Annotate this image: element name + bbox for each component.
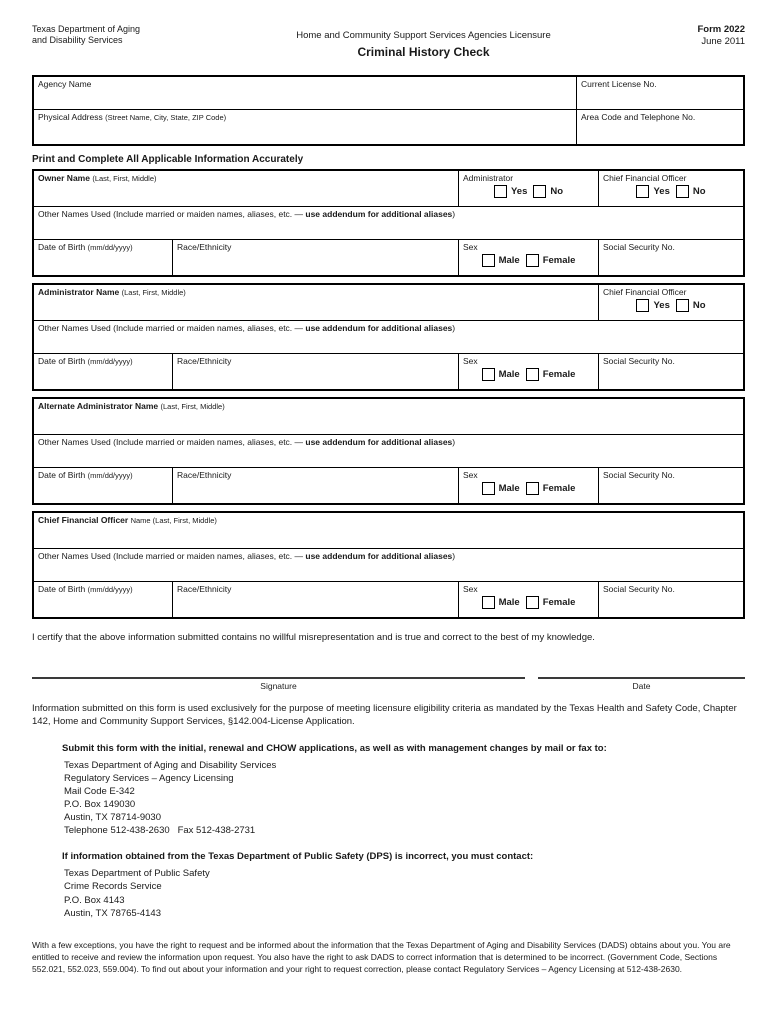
administrator-female-checkbox[interactable] [526, 368, 539, 381]
administrator-name-field[interactable] [34, 285, 598, 320]
administrator-race-field[interactable] [172, 354, 458, 389]
administrator-sex-cell [458, 354, 598, 389]
page-title: Criminal History Check [357, 45, 490, 59]
date-block [538, 677, 745, 691]
female-label: Female [542, 597, 576, 609]
submit-address-line: Mail Code E-342 [64, 785, 135, 797]
yes-label: Yes [653, 300, 670, 312]
administrator-name-label: Administrator Name [38, 287, 120, 297]
table-row [34, 109, 743, 144]
owner-section [32, 169, 745, 277]
certification-statement: I certify that the above information submitted contains no willful misrepresentation and is true and correct to the best of my knowledge. [32, 632, 595, 643]
owner-cfo-yes-checkbox[interactable] [636, 185, 649, 198]
form-number: Form 2022 [697, 24, 745, 35]
alternate-administrator-name-label: Alternate Administrator Name [38, 401, 159, 411]
male-label: Male [498, 369, 520, 381]
sex-label: Sex [463, 470, 478, 480]
cfo-role-label: Chief Financial Officer [603, 173, 687, 183]
table-row [34, 467, 743, 503]
submit-phone-line: Telephone 512-438-2630 Fax 512-438-2731 [64, 825, 256, 837]
cfo-name-hint: Name (Last, First, Middle) [130, 516, 217, 525]
other-names-label: Other Names Used (Include married or maiden names, aliases, etc. — use addendum for additional aliases) [38, 437, 456, 447]
race-label: Race/Ethnicity [177, 242, 232, 252]
owner-ssn-field[interactable] [598, 240, 743, 275]
dps-address-line: Austin, TX 78765-4143 [64, 907, 162, 919]
physical-address-hint: (Street Name, City, State, ZIP Code) [105, 113, 227, 122]
privacy-notice: With a few exceptions, you have the right to request and be informed about the information that the Texas Department of Aging and Disability Services (DADS) obtains about you. You are entitled to receive and review the information upon request. You also have the right to ask DADS to correct information that is determined to be incorrect. (Government Code, Sections 552.021, 552.023, 559.004). To find out about your information and your right to request correction, please contact Regulatory Services – Agency Licensing at 512-438-2630. [32, 939, 731, 974]
form-id-block [640, 24, 745, 49]
cfo-female-checkbox[interactable] [526, 596, 539, 609]
alternate-administrator-name-field[interactable] [34, 399, 743, 434]
submit-address-line: Texas Department of Aging and Disability Services [64, 759, 277, 771]
table-row [34, 399, 743, 434]
female-label: Female [542, 483, 576, 495]
other-names-label: Other Names Used (Include married or maiden names, aliases, etc. — use addendum for additional aliases) [38, 209, 456, 219]
table-row [34, 285, 743, 320]
table-row [34, 77, 743, 109]
no-label: No [692, 300, 706, 312]
female-label: Female [542, 255, 576, 267]
program-name: Home and Community Support Services Agencies Licensure [296, 30, 551, 41]
table-row [34, 239, 743, 275]
owner-administrator-cell [458, 171, 598, 206]
cfo-race-field[interactable] [172, 582, 458, 617]
date-label: Date [632, 681, 651, 691]
table-row [34, 320, 743, 353]
dps-address-line: Texas Department of Public Safety [64, 868, 210, 880]
administrator-cfo-cell [598, 285, 743, 320]
alternate-administrator-other-names-field[interactable] [34, 435, 743, 467]
male-label: Male [498, 483, 520, 495]
race-label: Race/Ethnicity [177, 470, 232, 480]
administrator-role-label: Administrator [463, 173, 514, 183]
submit-address-line: Austin, TX 78714-9030 [64, 812, 162, 824]
sex-label: Sex [463, 242, 478, 252]
administrator-ssn-field[interactable] [598, 354, 743, 389]
administrator-cfo-yes-checkbox[interactable] [636, 299, 649, 312]
cfo-role-label: Chief Financial Officer [603, 287, 687, 297]
owner-race-field[interactable] [172, 240, 458, 275]
agency-table [32, 75, 745, 146]
yes-label: Yes [653, 186, 670, 198]
date-line[interactable] [538, 677, 745, 679]
submit-heading: Submit this form with the initial, renewal and CHOW applications, as well as with management changes by mail or fax to: [62, 742, 607, 754]
yes-label: Yes [510, 186, 528, 198]
male-label: Male [498, 255, 520, 267]
department-name [32, 24, 207, 47]
telephone-field[interactable] [576, 110, 743, 144]
signature-label: Signature [260, 681, 297, 691]
cfo-ssn-field[interactable] [598, 582, 743, 617]
dob-label: Date of Birth (mm/dd/yyyy) [38, 356, 133, 366]
administrator-dob-field[interactable] [34, 354, 172, 389]
table-row [34, 171, 743, 206]
dob-label: Date of Birth (mm/dd/yyyy) [38, 470, 133, 480]
owner-dob-field[interactable] [34, 240, 172, 275]
alternate-administrator-race-field[interactable] [172, 468, 458, 503]
alternate-administrator-female-checkbox[interactable] [526, 482, 539, 495]
administrator-section [32, 283, 745, 391]
administrator-name-hint: (Last, First, Middle) [121, 288, 186, 297]
ssn-label: Social Security No. [603, 584, 675, 594]
alternate-administrator-ssn-field[interactable] [598, 468, 743, 503]
table-row [34, 434, 743, 467]
table-row [34, 353, 743, 389]
department-line1: Texas Department of Aging [32, 24, 141, 34]
cfo-name-field[interactable] [34, 513, 743, 548]
ssn-label: Social Security No. [603, 470, 675, 480]
form-header [32, 24, 745, 59]
male-label: Male [498, 597, 520, 609]
agency-name-label: Agency Name [38, 79, 92, 89]
current-license-label: Current License No. [581, 79, 657, 89]
administrator-cfo-no-checkbox[interactable] [676, 299, 689, 312]
cfo-male-checkbox[interactable] [482, 596, 495, 609]
administrator-other-names-field[interactable] [34, 321, 743, 353]
telephone-label: Area Code and Telephone No. [581, 112, 696, 122]
alternate-administrator-male-checkbox[interactable] [482, 482, 495, 495]
owner-female-checkbox[interactable] [526, 254, 539, 267]
alternate-administrator-name-hint: (Last, First, Middle) [160, 402, 225, 411]
info-paragraph: Information submitted on this form is used exclusively for the purpose of meeting licensure eligibility criteria as mandated by the Texas Health and Safety Code, Chapter 142, Home and Community Support Services, §142.004-License Application. [32, 703, 737, 727]
dps-heading: If information obtained from the Texas Department of Public Safety (DPS) is incorrect, you must contact: [62, 851, 534, 863]
cfo-sex-cell [458, 582, 598, 617]
signature-block [32, 677, 525, 691]
other-names-label: Other Names Used (Include married or maiden names, aliases, etc. — use addendum for additional aliases) [38, 551, 456, 561]
agency-name-field[interactable] [34, 77, 576, 109]
ssn-label: Social Security No. [603, 242, 675, 252]
alternate-administrator-section [32, 397, 745, 505]
race-label: Race/Ethnicity [177, 356, 232, 366]
alternate-administrator-dob-field[interactable] [34, 468, 172, 503]
sex-label: Sex [463, 584, 478, 594]
physical-address-field[interactable] [34, 110, 576, 144]
owner-other-names-field[interactable] [34, 207, 743, 239]
table-row [34, 206, 743, 239]
owner-administrator-no-checkbox[interactable] [533, 185, 546, 198]
submit-address-line: P.O. Box 149030 [64, 798, 136, 810]
department-line2: and Disability Services [32, 35, 123, 46]
dps-block [62, 851, 745, 919]
cfo-dob-field[interactable] [34, 582, 172, 617]
cfo-other-names-field[interactable] [34, 549, 743, 581]
dob-label: Date of Birth (mm/dd/yyyy) [38, 584, 133, 594]
no-label: No [550, 186, 564, 198]
race-label: Race/Ethnicity [177, 584, 232, 594]
female-label: Female [542, 369, 576, 381]
owner-name-hint: (Last, First, Middle) [92, 174, 157, 183]
submit-address-line: Regulatory Services – Agency Licensing [64, 772, 234, 784]
dps-address-line: P.O. Box 4143 [64, 894, 125, 906]
owner-name-label: Owner Name [38, 173, 90, 183]
dps-address-line: Crime Records Service [64, 881, 162, 893]
header-center [207, 24, 640, 59]
signature-line[interactable] [32, 677, 525, 679]
current-license-field[interactable] [576, 77, 743, 109]
submit-block [62, 743, 745, 838]
owner-male-checkbox[interactable] [482, 254, 495, 267]
owner-cfo-no-checkbox[interactable] [676, 185, 689, 198]
cfo-section [32, 511, 745, 619]
cfo-name-label: Chief Financial Officer [38, 515, 129, 525]
sex-label: Sex [463, 356, 478, 366]
owner-name-field[interactable] [34, 171, 458, 206]
table-row [34, 513, 743, 548]
signature-area [32, 677, 745, 691]
table-row [34, 581, 743, 617]
no-label: No [692, 186, 706, 198]
form-date: June 2011 [701, 36, 745, 48]
other-names-label: Other Names Used (Include married or maiden names, aliases, etc. — use addendum for additional aliases) [38, 323, 456, 333]
administrator-male-checkbox[interactable] [482, 368, 495, 381]
dob-label: Date of Birth (mm/dd/yyyy) [38, 242, 133, 252]
owner-cfo-cell [598, 171, 743, 206]
instruction-heading: Print and Complete All Applicable Information Accurately [32, 154, 304, 165]
owner-sex-cell [458, 240, 598, 275]
table-row [34, 548, 743, 581]
alternate-administrator-sex-cell [458, 468, 598, 503]
owner-administrator-yes-checkbox[interactable] [494, 185, 507, 198]
physical-address-label: Physical Address (Street Name, City, State, ZIP Code) [38, 112, 227, 122]
ssn-label: Social Security No. [603, 356, 675, 366]
